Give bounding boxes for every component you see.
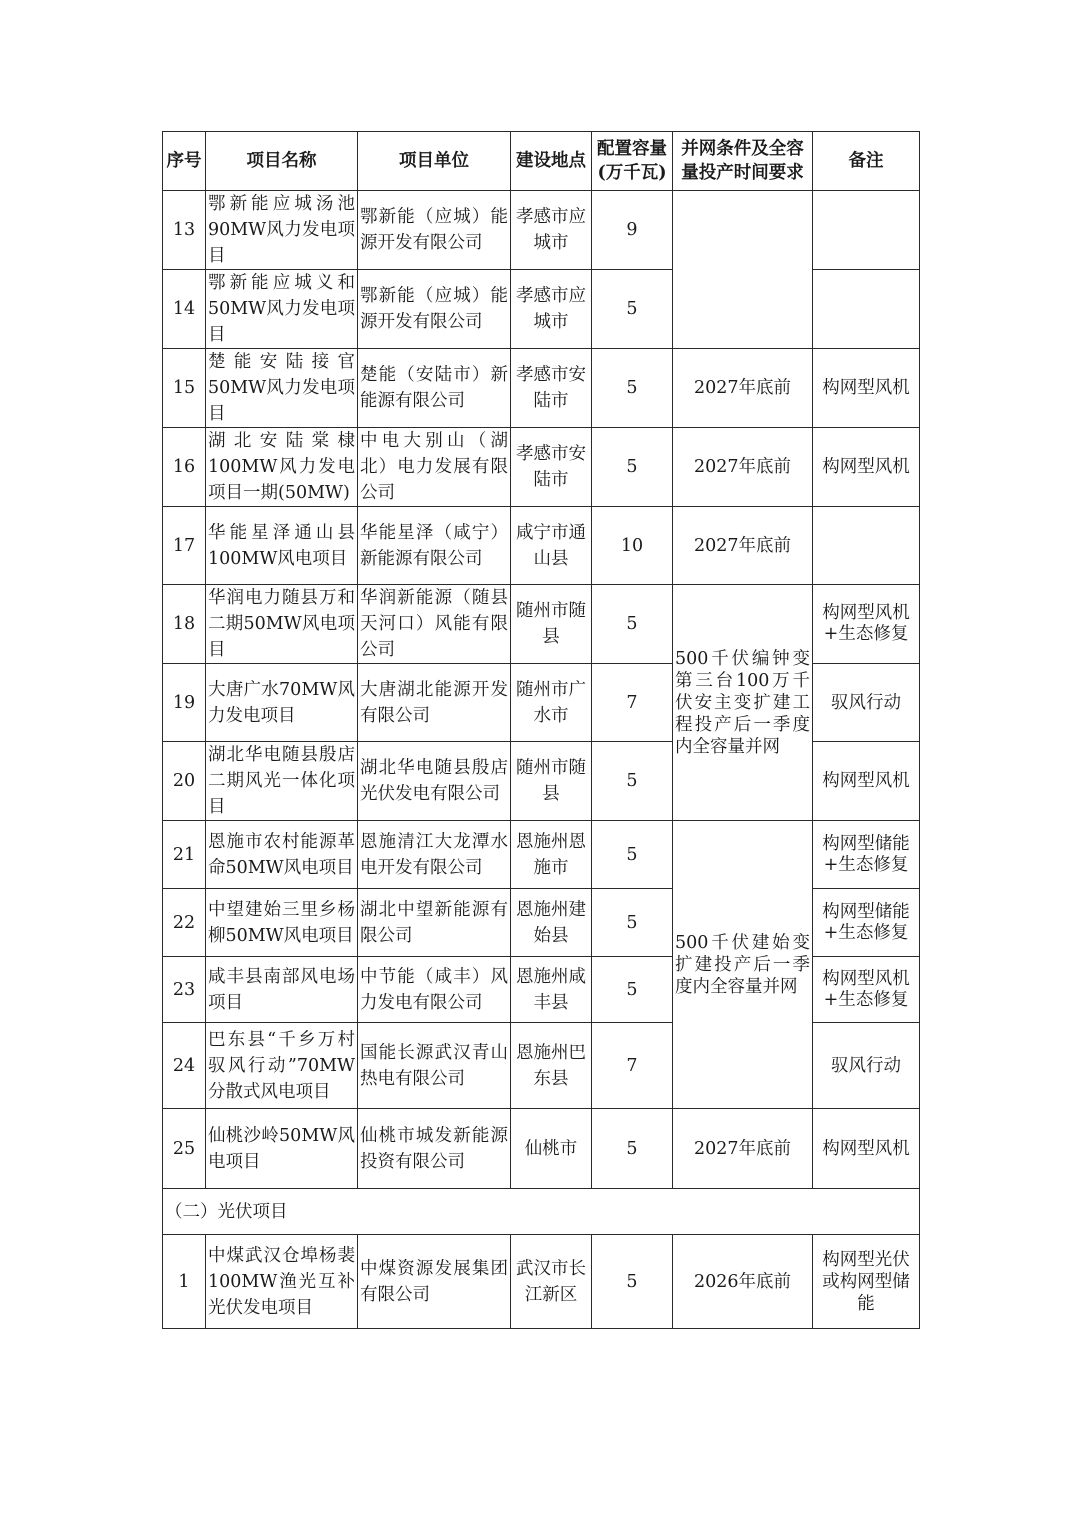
row-name: 鄂新能应城汤池90MW风力发电项目 [206,191,358,270]
row-location: 随州市随县 [511,585,592,664]
row-requirement: 2027年底前 [673,1109,813,1189]
row-capacity: 7 [592,664,673,742]
merged-requirement-a: 500千伏编钟变第三台100万千伏安主变扩建工程投产后一季度内全容量并网 [673,585,813,821]
table-row [163,821,920,889]
row-capacity: 5 [592,889,673,957]
row-capacity: 7 [592,1023,673,1109]
row-name: 咸丰县南部风电场项目 [206,957,358,1023]
row-location: 仙桃市 [511,1109,592,1189]
row-location: 孝感市应城市 [511,270,592,349]
row-capacity: 5 [592,742,673,821]
row-note [813,191,920,270]
row-note: 构网型风机+生态修复 [813,585,920,664]
row-location: 随州市随县 [511,742,592,821]
table-row [163,1235,920,1329]
row-unit: 中煤资源发展集团有限公司 [358,1235,511,1329]
row-unit: 湖北中望新能源有限公司 [358,889,511,957]
row-no: 15 [163,349,206,428]
row-capacity: 5 [592,585,673,664]
row-unit: 华润新能源（随县天河口）风能有限公司 [358,585,511,664]
row-no: 24 [163,1023,206,1109]
row-capacity: 5 [592,1109,673,1189]
row-unit: 鄂新能（应城）能源开发有限公司 [358,191,511,270]
row-capacity: 5 [592,428,673,507]
row-name: 鄂新能应城义和50MW风力发电项目 [206,270,358,349]
row-requirement: 2027年底前 [673,428,813,507]
row-name: 大唐广水70MW风力发电项目 [206,664,358,742]
row-requirement: 2027年底前 [673,507,813,585]
row-note: 构网型储能+生态修复 [813,889,920,957]
row-location: 孝感市安陆市 [511,349,592,428]
row-location: 咸宁市通山县 [511,507,592,585]
row-note: 构网型风机+生态修复 [813,957,920,1023]
row-requirement: 2026年底前 [673,1235,813,1329]
row-location: 恩施州咸丰县 [511,957,592,1023]
row-requirement-empty [673,191,813,349]
row-note [813,507,920,585]
header-requirement: 并网条件及全容量投产时间要求 [673,132,813,191]
row-note [813,270,920,349]
header-note: 备注 [813,132,920,191]
row-unit: 中节能（咸丰）风力发电有限公司 [358,957,511,1023]
table-row [163,349,920,428]
row-unit: 楚能（安陆市）新能源有限公司 [358,349,511,428]
row-no: 23 [163,957,206,1023]
row-location: 恩施州建始县 [511,889,592,957]
row-no: 19 [163,664,206,742]
row-unit: 鄂新能（应城）能源开发有限公司 [358,270,511,349]
row-unit: 国能长源武汉青山热电有限公司 [358,1023,511,1109]
table-row [163,428,920,507]
row-note: 构网型风机 [813,428,920,507]
table-row [163,585,920,664]
row-location: 孝感市应城市 [511,191,592,270]
row-name: 湖北安陆棠棣100MW风力发电项目一期(50MW) [206,428,358,507]
row-capacity: 5 [592,821,673,889]
project-table [162,131,920,1329]
merged-requirement-b: 500千伏建始变扩建投产后一季度内全容量并网 [673,821,813,1109]
row-location: 随州市广水市 [511,664,592,742]
row-location: 孝感市安陆市 [511,428,592,507]
row-no: 14 [163,270,206,349]
row-no: 13 [163,191,206,270]
row-note: 构网型风机 [813,742,920,821]
row-name: 中望建始三里乡杨柳50MW风电项目 [206,889,358,957]
row-name: 仙桃沙岭50MW风电项目 [206,1109,358,1189]
table-row [163,1109,920,1189]
header-capacity: 配置容量(万千瓦) [592,132,673,191]
row-no: 18 [163,585,206,664]
row-note: 构网型储能+生态修复 [813,821,920,889]
row-unit: 大唐湖北能源开发有限公司 [358,664,511,742]
header-location: 建设地点 [511,132,592,191]
row-no: 25 [163,1109,206,1189]
row-name: 华润电力随县万和二期50MW风电项目 [206,585,358,664]
row-capacity: 10 [592,507,673,585]
row-location: 恩施州恩施市 [511,821,592,889]
row-name: 湖北华电随县殷店二期风光一体化项目 [206,742,358,821]
row-unit: 湖北华电随县殷店光伏发电有限公司 [358,742,511,821]
row-name: 中煤武汉仓埠杨裴100MW渔光互补光伏发电项目 [206,1235,358,1329]
table-row [163,507,920,585]
section-row [163,1189,920,1235]
row-capacity: 5 [592,957,673,1023]
row-unit: 恩施清江大龙潭水电开发有限公司 [358,821,511,889]
row-note: 构网型光伏或构网型储能 [813,1235,920,1329]
row-no: 20 [163,742,206,821]
row-requirement: 2027年底前 [673,349,813,428]
row-no: 22 [163,889,206,957]
row-name: 恩施市农村能源革命50MW风电项目 [206,821,358,889]
row-no: 1 [163,1235,206,1329]
row-note: 驭风行动 [813,1023,920,1109]
row-no: 17 [163,507,206,585]
header-name: 项目名称 [206,132,358,191]
row-location: 武汉市长江新区 [511,1235,592,1329]
row-note: 构网型风机 [813,1109,920,1189]
row-name: 巴东县“千乡万村驭风行动”70MW分散式风电项目 [206,1023,358,1109]
row-capacity: 5 [592,270,673,349]
row-capacity: 5 [592,1235,673,1329]
row-name: 楚能安陆接官50MW风力发电项目 [206,349,358,428]
row-unit: 中电大别山（湖北）电力发展有限公司 [358,428,511,507]
row-location: 恩施州巴东县 [511,1023,592,1109]
row-note: 构网型风机 [813,349,920,428]
table-row [163,191,920,270]
row-no: 21 [163,821,206,889]
row-name: 华能星泽通山县100MW风电项目 [206,507,358,585]
table-header-row [163,132,920,191]
row-unit: 仙桃市城发新能源投资有限公司 [358,1109,511,1189]
row-note: 驭风行动 [813,664,920,742]
section-title: （二）光伏项目 [163,1189,920,1235]
header-no: 序号 [163,132,206,191]
row-capacity: 5 [592,349,673,428]
header-unit: 项目单位 [358,132,511,191]
row-unit: 华能星泽（咸宁）新能源有限公司 [358,507,511,585]
row-capacity: 9 [592,191,673,270]
row-no: 16 [163,428,206,507]
